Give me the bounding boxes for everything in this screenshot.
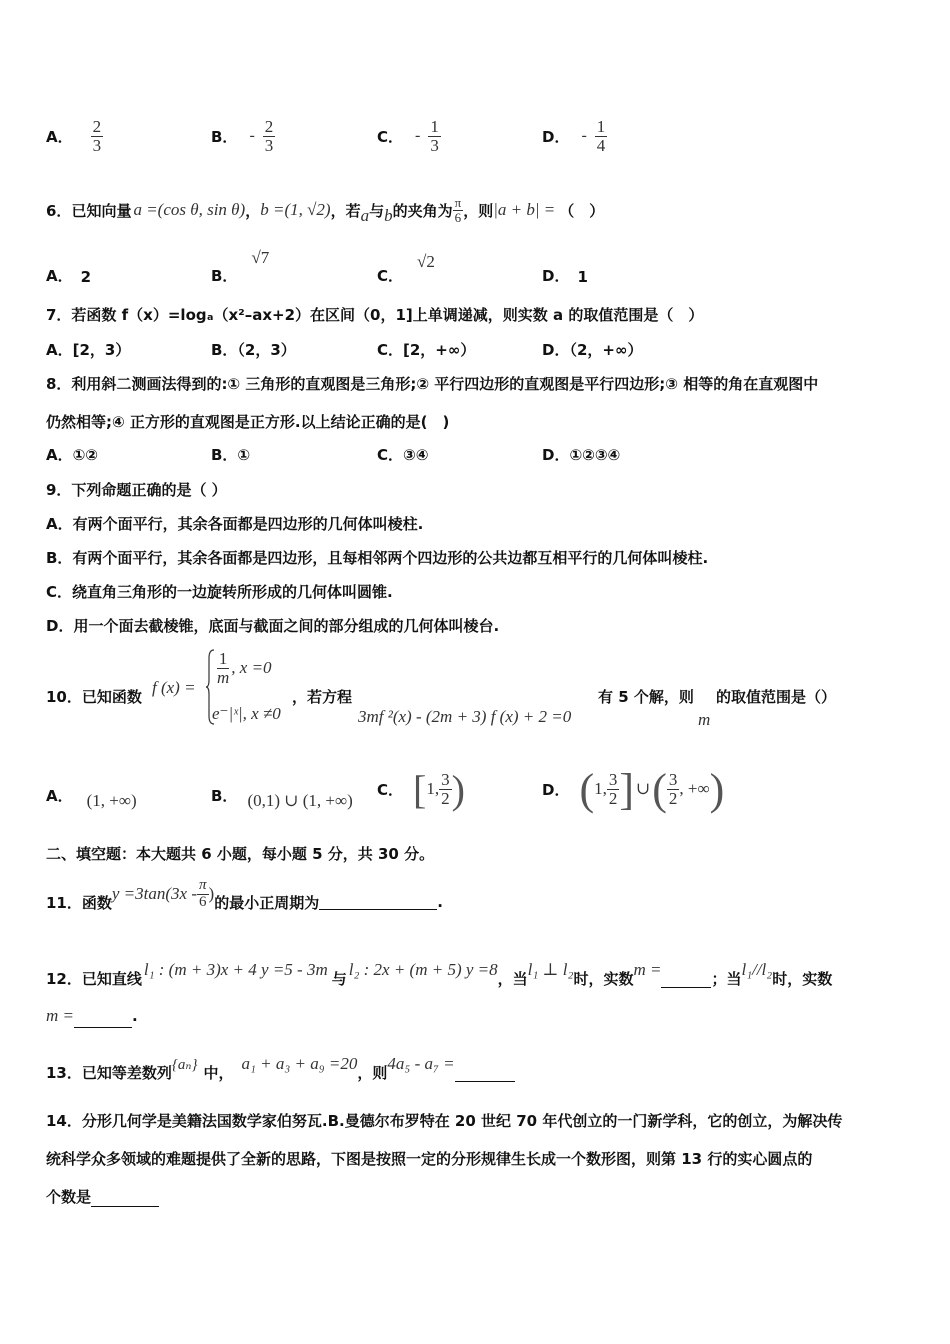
option-label: C． [377, 780, 404, 799]
vector-a-formula: a =(cos θ, sin θ) [133, 200, 246, 219]
symbol-b: b [384, 206, 393, 225]
q6-text: 与 [369, 201, 385, 220]
m-equals: m = [633, 960, 662, 979]
question-number: 6． [46, 201, 72, 220]
option-label: D． [542, 780, 570, 799]
tan-formula: y =3tan(3x - $\frac{\pi}{6}$ ) [111, 876, 215, 910]
q6-text: 已知向量 [71, 201, 132, 220]
q6-option-a[interactable] [46, 246, 91, 286]
q5-option-c[interactable] [377, 108, 441, 164]
q10-text: 已知函数 [81, 688, 142, 706]
q7-option-a[interactable]: A．[2，3） [46, 341, 131, 359]
q5-b-value: - $\frac{2}{3}$ [249, 116, 274, 155]
q13-text: 中， [203, 1063, 234, 1082]
question-number: 13． [46, 1063, 82, 1082]
sequence-symbol: {aₙ} [171, 1056, 198, 1073]
q6-text: ， [245, 201, 261, 220]
q8-stem-line1: 8．利用斜二测画法得到的:① 三角形的直观图是三角形;② 平行四边形的直观图是平行四边形;③ 相等的角在直观图中 [46, 375, 819, 393]
variable-m: m [698, 710, 711, 729]
piecewise-case-1: $\frac{1}{m}$ , x =0 [217, 649, 272, 687]
q5-a-value: $\frac{2}{3}$ [92, 116, 102, 155]
q14-text: 个数是 [46, 1188, 92, 1206]
option-value: (1, +∞) [86, 791, 137, 810]
q5-option-a[interactable] [46, 108, 103, 164]
option-value: 2 [80, 268, 92, 286]
sum-condition: a₁ + a₃ + a₉ =20 [241, 1054, 358, 1073]
q6-option-d[interactable] [542, 246, 588, 286]
q12-text: 已知直线 [81, 969, 142, 988]
q12-text: 与 [331, 969, 347, 988]
q14-stem-line3 [46, 1186, 159, 1207]
option-label: B． [211, 786, 238, 805]
line-l2-equation: l₂ : 2x + (m + 5) y =8 [348, 960, 498, 979]
q13-text: ，则 [357, 1063, 388, 1082]
q11-text: 的最小正周期为 [214, 893, 320, 912]
q10-text: 有 5 个解，则 [598, 688, 694, 706]
perpendicular-condition: l₁ ⊥ l₂ [527, 960, 574, 979]
m-equals: m = [46, 1006, 74, 1025]
symbol-a: a [360, 206, 370, 225]
q11-text: 函数 [81, 893, 112, 912]
angle-fraction: $\frac{\pi}{6}$ [454, 194, 462, 225]
q12-text: . [132, 1007, 138, 1025]
piecewise-brace [206, 648, 209, 726]
q6-option-b[interactable] [211, 246, 269, 286]
piecewise-case-2: e⁻|ˣ|, x ≠0 [212, 704, 281, 723]
answer-paren: （ ） [559, 201, 605, 220]
option-label: B． [211, 127, 238, 146]
option-value: (0,1) ∪ (1, +∞) [247, 791, 353, 810]
q7-option-b[interactable]: B．（2，3） [211, 341, 296, 359]
answer-blank-1[interactable] [661, 969, 711, 988]
q9-option-d[interactable]: D．用一个面去截棱锥，底面与截面之间的部分组成的几何体叫棱台. [46, 617, 500, 635]
q10-text: 的取值范围是（） [716, 688, 837, 706]
option-value: √7 [251, 248, 270, 267]
q10-option-b[interactable] [211, 770, 353, 820]
q5-c-value: - $\frac{1}{3}$ [415, 116, 439, 155]
q14-stem-line1: 14．分形几何学是美籍法国数学家伯努瓦.B.曼德尔布罗特在 20 世纪 70 年代创立的一门新学科，它的创立，为解决传 [46, 1112, 843, 1130]
option-label: C． [377, 127, 404, 146]
q9-option-a[interactable]: A．有两个面平行，其余各面都是四边形的几何体叫棱柱. [46, 515, 424, 533]
vector-b-formula: b =(1, √2) [260, 200, 331, 219]
option-value: √2 [417, 252, 435, 271]
q8-option-b[interactable]: B．① [211, 446, 251, 464]
answer-blank[interactable] [319, 891, 437, 910]
q12-text: 时，实数 [772, 969, 833, 988]
line-l1-equation: l₁ : (m + 3)x + 4 y =5 - 3m [143, 960, 328, 979]
q7-option-c[interactable]: C．[2，+∞） [377, 341, 476, 359]
q5-option-d[interactable] [542, 108, 607, 164]
q10-option-a[interactable] [46, 770, 137, 820]
q8-option-d[interactable]: D．①②③④ [542, 446, 621, 464]
q8-option-c[interactable]: C．③④ [377, 446, 429, 464]
q12-stem-line2 [46, 1006, 138, 1026]
q13-stem [46, 1046, 515, 1082]
q12-text: ，当 [497, 969, 528, 988]
q5-option-b[interactable] [211, 108, 275, 164]
option-label: B． [211, 267, 238, 285]
q6-text: 的夹角为 [392, 201, 453, 220]
answer-blank-2[interactable] [74, 1009, 132, 1028]
option-value: 1 [577, 268, 588, 286]
equation: 3mf ²(x) - (2m + 3) f (x) + 2 =0 [358, 707, 572, 726]
question-number: 12． [46, 969, 82, 988]
answer-blank[interactable] [455, 1063, 515, 1082]
q10-intro [46, 686, 142, 707]
option-label: D． [542, 267, 570, 285]
q13-text: 已知等差数列 [81, 1063, 172, 1082]
question-number: 11． [46, 893, 82, 912]
function-name: f (x) = [152, 678, 196, 697]
q6-option-c[interactable] [377, 246, 435, 286]
q9-stem: 9．下列命题正确的是（ ） [46, 481, 227, 499]
q10-text: ，若方程 [292, 688, 353, 706]
q14-stem-line2: 统科学众多领域的难题提供了全新的思路，下图是按照一定的分形规律生长成一个数形图，则第 13 行的实心圆点的 [46, 1150, 813, 1168]
q5-d-value: - $\frac{1}{4}$ [581, 116, 606, 155]
target-expression: 4a₅ - a₇ = [387, 1054, 455, 1073]
q12-text: ；当 [711, 969, 742, 988]
q12-text: 时，实数 [573, 969, 634, 988]
option-label: A． [46, 127, 73, 146]
q9-option-c[interactable]: C．绕直角三角形的一边旋转所形成的几何体叫圆锥. [46, 583, 393, 601]
q9-option-b[interactable]: B．有两个面平行，其余各面都是四边形，且每相邻两个四边形的公共边都互相平行的几何体叫棱柱. [46, 549, 709, 567]
q11-text: . [437, 893, 443, 911]
section-heading: 二、填空题：本大题共 6 小题，每小题 5 分，共 30 分。 [46, 845, 435, 863]
q10-option-d[interactable] [542, 760, 724, 818]
option-label: A． [46, 786, 73, 805]
magnitude-expression: |a + b| = [493, 200, 556, 219]
option-label: A． [46, 267, 73, 285]
q6-text: ，则 [463, 201, 494, 220]
parallel-condition: l₁//l₂ [741, 960, 773, 979]
option-label: C． [377, 267, 404, 285]
answer-blank[interactable] [91, 1192, 159, 1207]
q8-option-a[interactable]: A．①② [46, 446, 99, 464]
q7-option-d[interactable]: D．（2，+∞） [542, 341, 643, 359]
q6-stem [46, 190, 604, 230]
q8-stem-line2: 仍然相等;④ 正方形的直观图是正方形.以上结论正确的是( ) [46, 413, 450, 431]
q10-option-c[interactable] [377, 764, 465, 814]
q6-text: ，若 [330, 201, 361, 220]
option-label: D． [542, 127, 570, 146]
q11-stem [46, 872, 443, 916]
q7-stem: 7．若函数 f（x）=logₐ（x²–ax+2）在区间（0，1]上单调递减，则实数 a 的取值范围是（ ） [46, 306, 704, 324]
option-value: [ 1, $\frac{3}{2}$ ) [413, 766, 465, 812]
q12-stem-line1 [46, 952, 832, 988]
question-number: 10． [46, 688, 82, 706]
option-value: ( 1, $\frac{3}{2}$ ] ∪ ( $\frac{3}{2}$ , +∞ ) [579, 764, 725, 814]
